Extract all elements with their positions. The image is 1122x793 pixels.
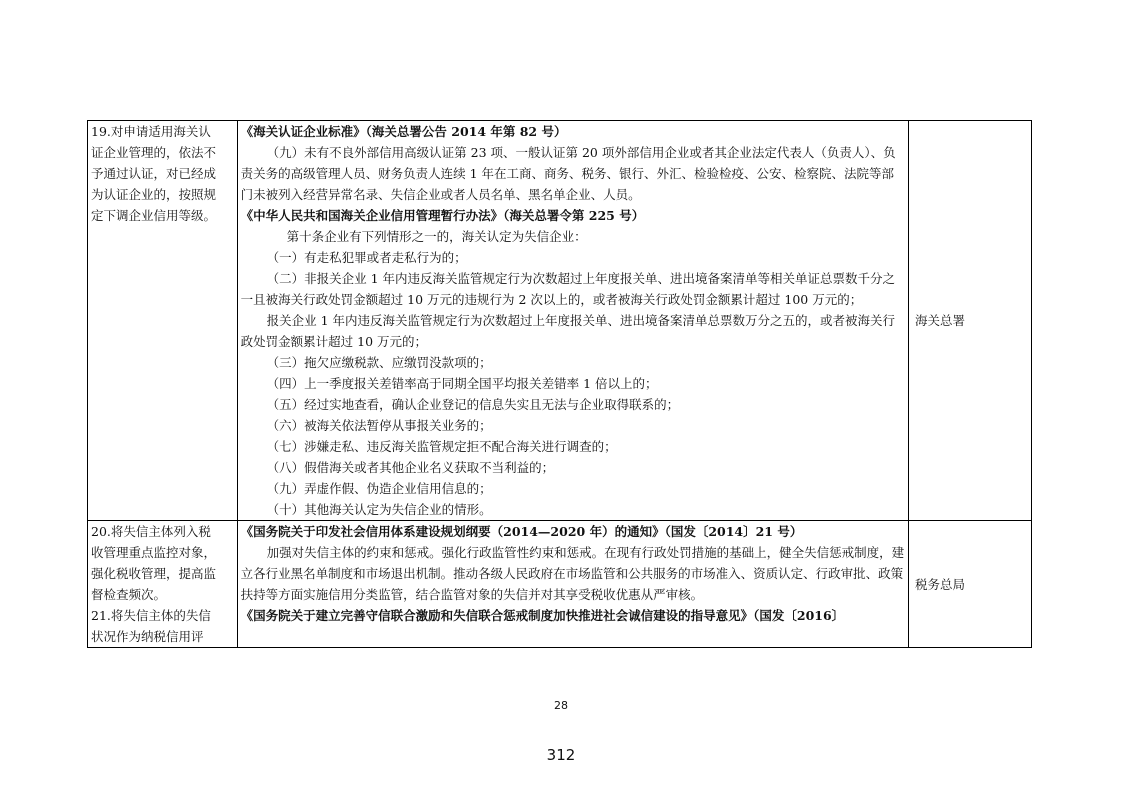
clause-text: （五）经过实地查看，确认企业登记的信息失实且无法与企业取得联系的； <box>266 397 680 412</box>
page-footer-number: 28 <box>554 699 568 712</box>
table-body <box>88 121 1032 648</box>
clause-text: 报关企业 1 年内违反海关监管规定行为次数超过上年度报关单、进出境备案清单总票数万分之五的，或者被海关行政处罚金额累计超过 10 万元的； <box>240 313 896 349</box>
clause-text: （四）上一季度报关差错率高于同期全国平均报关差错率 1 倍以上的； <box>266 376 658 391</box>
measure-cell: 20.将失信主体列入税 收管理重点监控对象， 强化税收管理，提高监 督检查频次。 21.将失信主体的失信 状况作为纳税信用评 <box>88 521 238 648</box>
clause-text: （二）非报关企业 1 年内违反海关监管规定行为次数超过上年度报关单、进出境备案清单等相关单证总票数千分之一且被海关行政处罚金额超过 10 万元的违规行为 2 次以上的，或者被海关行政处罚金额累计超过 100 万元的； <box>240 271 896 307</box>
legal-basis-cell <box>237 121 908 521</box>
document-citation: 《国务院关于印发社会信用体系建设规划纲要（2014—2020 年）的通知》（国发〔2014〕21 号） <box>240 524 803 539</box>
clause-text: （六）被海关依法暂停从事报关业务的； <box>266 418 492 433</box>
department-cell: 税务总局 <box>908 521 1031 648</box>
table-row <box>88 521 1032 648</box>
clause-text: （八）假借海关或者其他企业名义获取不当利益的； <box>266 460 555 475</box>
clause-text: （一）有走私犯罪或者走私行为的； <box>266 250 467 265</box>
document-citation: 《国务院关于建立完善守信联合激励和失信联合惩戒制度加快推进社会诚信建设的指导意见》（国发〔2016〕 <box>240 608 845 623</box>
department-cell: 海关总署 <box>908 121 1031 521</box>
clause-text: （十）其他海关认定为失信企业的情形。 <box>266 502 492 517</box>
clause-text: （三）拖欠应缴税款、应缴罚没款项的； <box>266 355 492 370</box>
page-stamp-number: 312 <box>546 746 576 764</box>
clause-text: （九）弄虚作假、伪造企业信用信息的； <box>266 481 492 496</box>
regulation-table <box>87 120 1032 648</box>
measure-cell: 19.对申请适用海关认 证企业管理的，依法不 予通过认证，对已经成 为认证企业的，按照规 定下调企业信用等级。 <box>88 121 238 521</box>
document-citation: 《中华人民共和国海关企业信用管理暂行办法》（海关总署令第 225 号） <box>240 208 645 223</box>
table-row <box>88 121 1032 521</box>
clause-text: 第十条企业有下列情形之一的，海关认定为失信企业： <box>286 229 587 244</box>
clause-text: （七）涉嫌走私、违反海关监管规定拒不配合海关进行调查的； <box>266 439 617 454</box>
document-citation: 《海关认证企业标准》（海关总署公告 2014 年第 82 号） <box>240 124 567 139</box>
clause-text: （九）未有不良外部信用高级认证第 23 项、一般认证第 20 项外部信用企业或者其企业法定代表人（负责人）、负责关务的高级管理人员、财务负责人连续 1 年在工商、商务、税务、银行、外汇、检验检疫、公安、检察院、法院等部门未被列入经营异常名录、失信企业或者人员名单、黑名单企业、人员。 <box>240 145 896 202</box>
clause-text: 加强对失信主体的约束和惩戒。强化行政监管性约束和惩戒。在现有行政处罚措施的基础上，健全失信惩戒制度，建立各行业黑名单制度和市场退出机制。推动各级人民政府在市场监管和公共服务的市场准入、资质认定、行政审批、政策扶持等方面实施信用分类监管，结合监管对象的失信并对其享受税收优惠从严审核。 <box>240 545 905 602</box>
legal-basis-cell <box>237 521 908 648</box>
